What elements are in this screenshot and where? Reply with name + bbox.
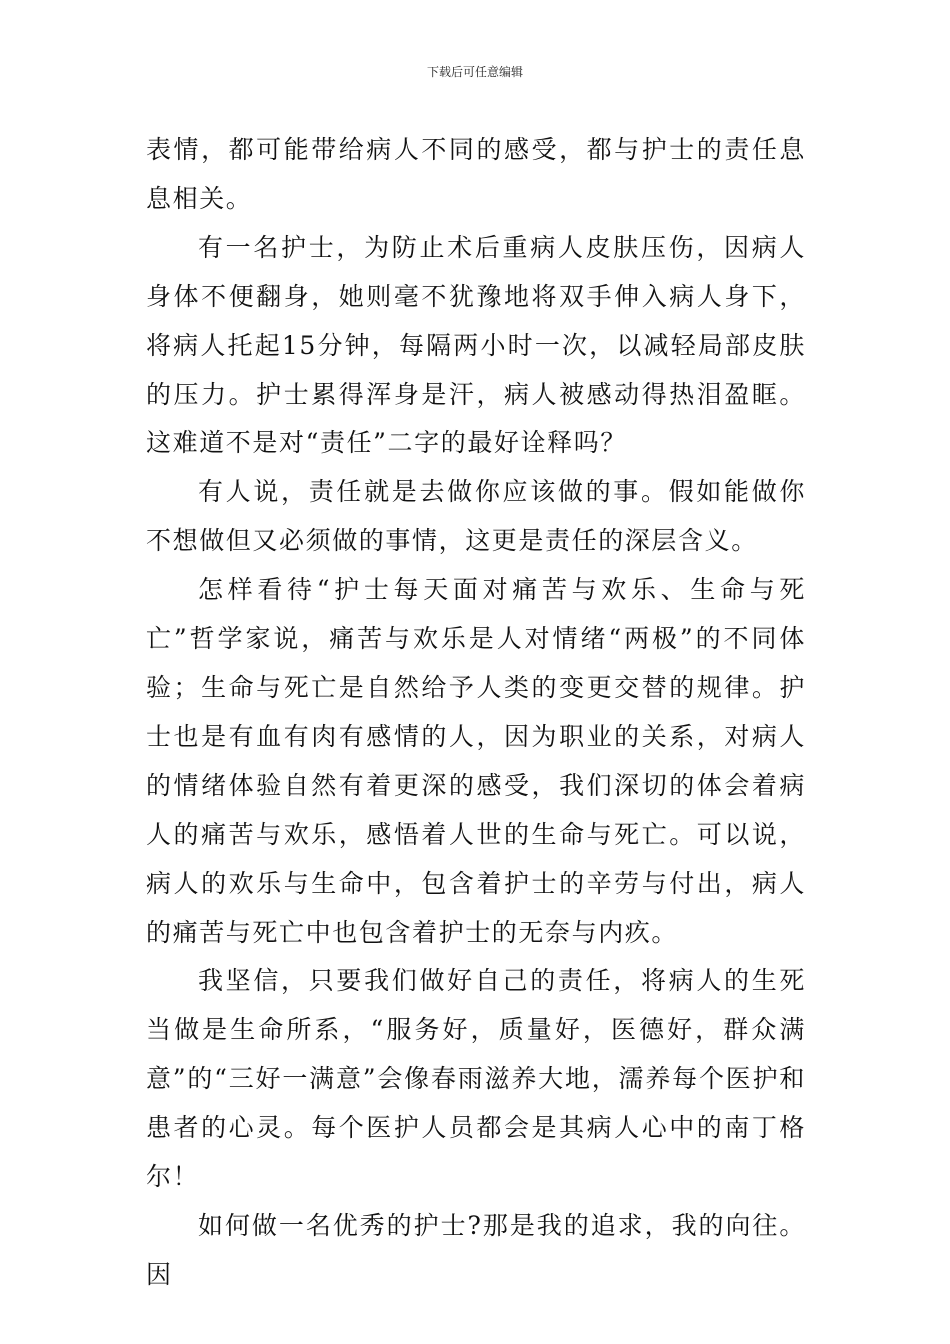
paragraph-nurse-example: 有一名护士，为防止术后重病人皮肤压伤，因病人身体不便翻身，她则毫不犹豫地将双手伸入病人身下，将病人托起15分钟，每隔两小时一次，以减轻局部皮肤的压力。护士累得浑身是汗，病人被感动得热泪盈眶。这难道不是对“责任”二字的最好诠释吗？ <box>146 232 806 458</box>
document-body <box>146 126 806 1300</box>
paragraph-belief: 我坚信，只要我们做好自己的责任，将病人的生死当做是生命所系，“服务好，质量好，医德好，群众满意”的“三好一满意”会像春雨滋养大地，濡养每个医护和患者的心灵。每个医护人员都会是其病人心中的南丁格尔！ <box>146 966 806 1192</box>
paragraph-pain-joy-life-death: 怎样看待“护士每天面对痛苦与欢乐、生命与死亡”哲学家说，痛苦与欢乐是人对情绪“两极”的不同体验；生命与死亡是自然给予人类的变更交替的规律。护士也是有血有肉有感情的人，因为职业的关系，对病人的情绪体验自然有着更深的感受，我们深切的体会着病人的痛苦与欢乐，感悟着人世的生命与死亡。可以说，病人的欢乐与生命中，包含着护士的辛劳与付出，病人的痛苦与死亡中也包含着护士的无奈与内疚。 <box>146 575 806 947</box>
paragraph-responsibility-meaning: 有人说，责任就是去做你应该做的事。假如能做你不想做但又必须做的事情，这更是责任的深层含义。 <box>146 477 806 556</box>
page-header: 下载后可任意编辑 <box>426 65 523 79</box>
paragraph-pursuit: 如何做一名优秀的护士?那是我的追求，我的向往。因 <box>146 1210 806 1289</box>
paragraph-continuation: 表情，都可能带给病人不同的感受，都与护士的责任息息相关。 <box>146 135 806 213</box>
